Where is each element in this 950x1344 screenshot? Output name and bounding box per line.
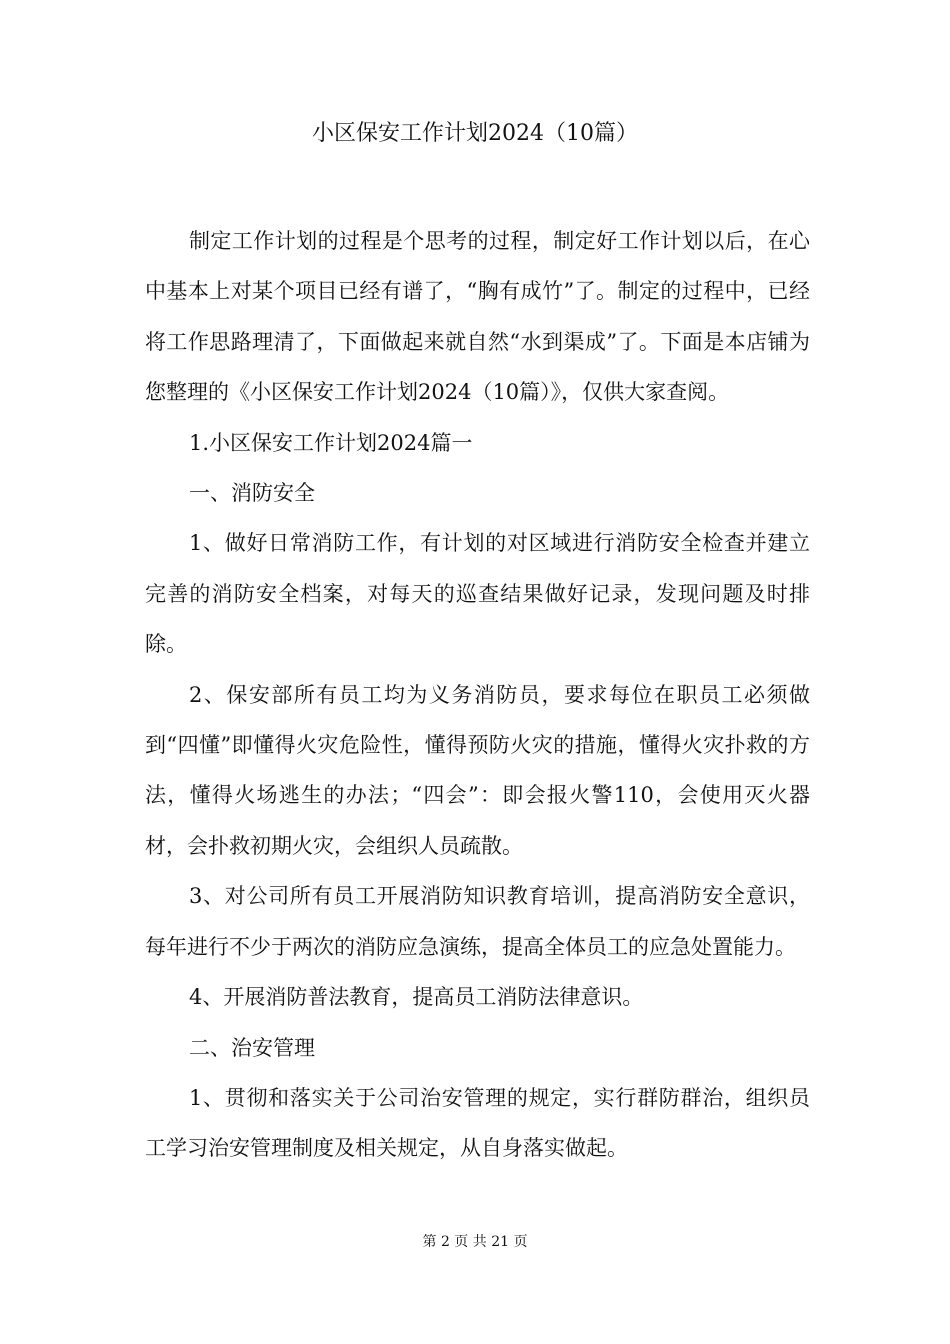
page-title: 小区保安工作计划2024（10篇） bbox=[312, 121, 638, 146]
subsection-heading-fire-safety: 一、消防安全 bbox=[189, 481, 315, 506]
intro-paragraph: 制定工作计划的过程是个思考的过程，制定好工作计划以后，在心中基本上对某个项目已经有谱了，“胸有成竹”了。制定的过程中，已经将工作思路理清了，下面做起来就自然“水到渠成”了。下面是本店铺为您整理的《小区保安工作计划2024（10篇）》，仅供大家查阅。 bbox=[145, 229, 810, 405]
page-footer: 第 2 页 共 21 页 bbox=[422, 1234, 528, 1250]
section-heading: 1.小区保安工作计划2024篇一 bbox=[189, 430, 473, 455]
fire-safety-item-4: 4、开展消防普法教育，提高员工消防法律意识。 bbox=[189, 985, 644, 1010]
fire-safety-item-3: 3、对公司所有员工开展消防知识教育培训，提高消防安全意识，每年进行不少于两次的消防应急演练，提高全体员工的应急处置能力。 bbox=[145, 884, 810, 959]
document-body bbox=[145, 216, 810, 1174]
fire-safety-item-1: 1、做好日常消防工作，有计划的对区域进行消防安全检查并建立完善的消防安全档案，对每天的巡查结果做好记录，发现问题及时排除。 bbox=[145, 531, 810, 657]
fire-safety-item-2: 2、保安部所有员工均为义务消防员，要求每位在职员工必须做到“四懂”即懂得火灾危险性，懂得预防火灾的措施，懂得火灾扑救的方法，懂得火场逃生的办法；“四会”：即会报火警110，会使用灭火器材，会扑救初期火灾，会组织人员疏散。 bbox=[145, 682, 810, 858]
security-item-1: 1、贯彻和落实关于公司治安管理的规定，实行群防群治，组织员工学习治安管理制度及相关规定，从自身落实做起。 bbox=[145, 1085, 810, 1161]
subsection-heading-security: 二、治安管理 bbox=[189, 1035, 315, 1060]
